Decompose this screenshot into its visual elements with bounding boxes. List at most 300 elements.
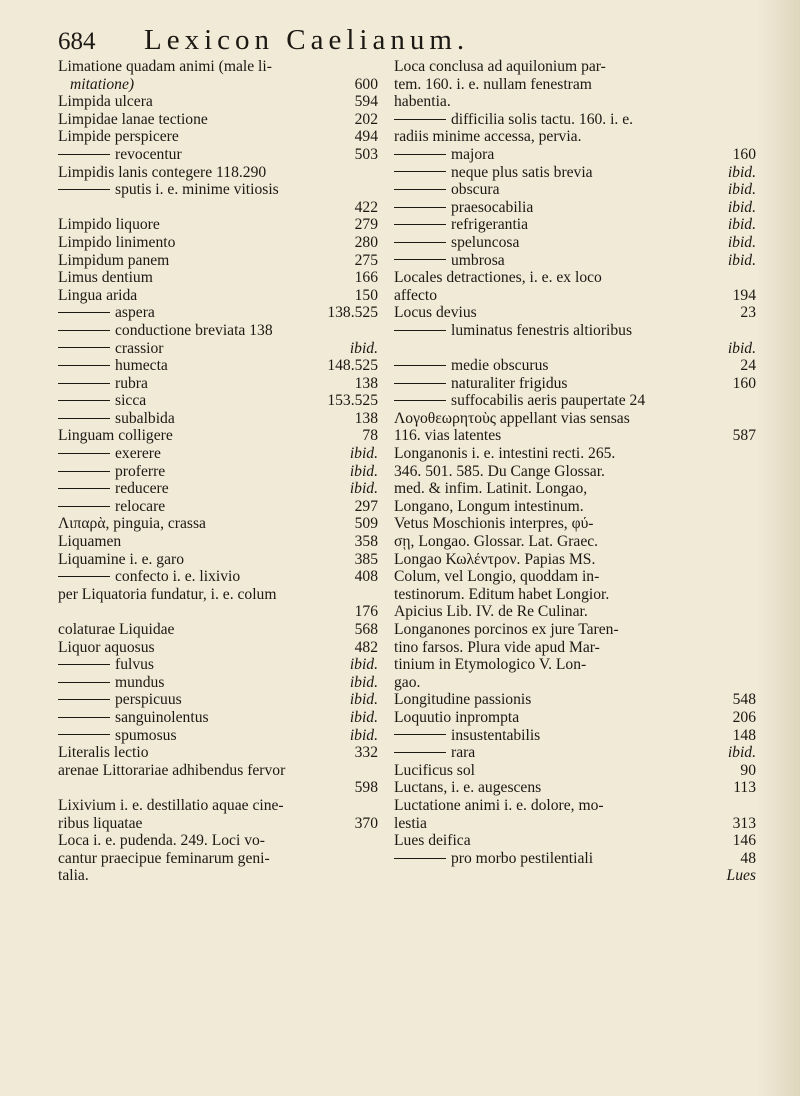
entry-label: exerere bbox=[115, 445, 161, 463]
entry-text bbox=[70, 76, 134, 94]
entry-text bbox=[58, 146, 182, 164]
entry-label: majora bbox=[451, 145, 495, 163]
entry-text bbox=[394, 128, 581, 146]
entry-label: Limatione quadam animi (male li- bbox=[58, 58, 272, 75]
entry-text bbox=[58, 252, 169, 270]
repeat-dash bbox=[394, 207, 446, 208]
repeat-dash bbox=[394, 224, 446, 225]
entry-text bbox=[58, 815, 142, 833]
entry-text bbox=[394, 656, 586, 674]
entry-text bbox=[394, 58, 606, 76]
entry-text bbox=[58, 463, 165, 481]
index-entry bbox=[58, 727, 378, 745]
index-entry bbox=[394, 674, 756, 692]
entry-page-ref: 313 bbox=[732, 814, 756, 832]
index-entry bbox=[58, 639, 378, 657]
index-entry bbox=[394, 797, 756, 815]
entry-label: subalbida bbox=[115, 409, 175, 427]
entry-page-ref: 150 bbox=[354, 286, 378, 304]
entry-text bbox=[58, 392, 146, 410]
index-entry bbox=[58, 621, 378, 639]
entry-label: Longao Κωλέντρον. Papias MS. bbox=[394, 550, 596, 568]
entry-label: suffocabilis aeris paupertate 24 bbox=[451, 392, 646, 410]
index-entry bbox=[58, 797, 378, 815]
index-entry bbox=[394, 410, 756, 428]
entry-label: Lues deifica bbox=[394, 832, 471, 850]
entry-text bbox=[58, 480, 169, 498]
entry-text bbox=[394, 427, 501, 445]
entry-page-ref: 279 bbox=[354, 216, 378, 234]
index-entry bbox=[58, 234, 378, 252]
entry-text bbox=[58, 128, 179, 146]
index-entry bbox=[394, 621, 756, 639]
entry-text bbox=[58, 111, 208, 129]
index-entry bbox=[394, 691, 756, 709]
index-entry bbox=[58, 76, 378, 94]
index-entry bbox=[58, 533, 378, 551]
entry-text bbox=[58, 287, 137, 305]
index-entry bbox=[58, 568, 378, 586]
index-entry bbox=[58, 427, 378, 445]
index-entry bbox=[394, 867, 756, 885]
index-entry bbox=[394, 111, 756, 129]
entry-page-ref: 408 bbox=[354, 568, 378, 586]
entry-text bbox=[58, 410, 175, 428]
index-entry bbox=[394, 656, 756, 674]
entry-page-ref: 600 bbox=[354, 75, 378, 93]
entry-text bbox=[394, 744, 475, 762]
entry-page-ref: 206 bbox=[732, 708, 756, 726]
entry-label: Longano, Longum intestinum. bbox=[394, 497, 584, 515]
entry-text bbox=[394, 568, 599, 586]
entry-label: revocentur bbox=[115, 145, 182, 163]
entry-page-ref: 385 bbox=[354, 550, 378, 568]
entry-page-ref: 509 bbox=[354, 515, 378, 533]
right-column bbox=[394, 58, 756, 885]
entry-page-ref: 138 bbox=[354, 409, 378, 427]
entry-text bbox=[394, 498, 584, 516]
entry-label: per Liquatoria fundatur, i. e. colum bbox=[58, 585, 277, 603]
entry-label: spumosus bbox=[115, 726, 177, 744]
index-entry bbox=[394, 779, 756, 797]
entry-text bbox=[58, 797, 284, 815]
index-entry bbox=[394, 427, 756, 445]
index-entry bbox=[58, 375, 378, 393]
entry-label: 346. 501. 585. Du Cange Glossar. bbox=[394, 462, 605, 480]
entry-page-ref: 202 bbox=[354, 110, 378, 128]
entry-text bbox=[394, 375, 567, 393]
repeat-dash bbox=[58, 312, 110, 313]
entry-text bbox=[58, 639, 155, 657]
entry-page-ref: 138 bbox=[354, 374, 378, 392]
entry-label: pro morbo pestilentiali bbox=[451, 849, 594, 867]
index-entry bbox=[394, 498, 756, 516]
entry-label: speluncosa bbox=[451, 233, 520, 251]
entry-text bbox=[394, 181, 500, 199]
repeat-dash bbox=[58, 717, 110, 718]
index-entry bbox=[394, 586, 756, 604]
index-entry bbox=[58, 586, 378, 604]
entry-text bbox=[394, 269, 602, 287]
left-column bbox=[58, 58, 378, 885]
entry-page-ref: 23 bbox=[740, 304, 756, 322]
repeat-dash bbox=[58, 400, 110, 401]
entry-text bbox=[58, 709, 209, 727]
index-entry bbox=[58, 252, 378, 270]
entry-text bbox=[58, 832, 265, 850]
entry-text bbox=[58, 727, 177, 745]
entry-label: med. & infim. Latinit. Longao, bbox=[394, 480, 588, 498]
index-entry bbox=[394, 709, 756, 727]
index-entry bbox=[394, 146, 756, 164]
entry-label: Loca conclusa ad aquilonium par- bbox=[394, 58, 606, 75]
entry-text bbox=[394, 287, 437, 305]
entry-label: tinium in Etymologico V. Lon- bbox=[394, 656, 587, 674]
entry-page-ref: 370 bbox=[354, 814, 378, 832]
entry-page-ref: 503 bbox=[354, 145, 378, 163]
index-entry bbox=[58, 480, 378, 498]
entry-text bbox=[394, 304, 477, 322]
entry-label: ribus liquatae bbox=[58, 814, 143, 832]
index-entry bbox=[58, 445, 378, 463]
entry-text bbox=[394, 76, 592, 94]
entry-page-ref: 358 bbox=[354, 533, 378, 551]
entry-text bbox=[394, 515, 594, 533]
entry-page-ref: 113 bbox=[733, 779, 756, 797]
entry-label: Vetus Moschionis interpres, φύ- bbox=[394, 515, 594, 533]
entry-text bbox=[394, 709, 519, 727]
index-entry bbox=[58, 463, 378, 481]
entry-label: Loquutio inprompta bbox=[394, 708, 520, 726]
entry-label: fulvus bbox=[115, 656, 154, 674]
entry-text bbox=[394, 832, 471, 850]
index-entry bbox=[58, 709, 378, 727]
entry-text bbox=[58, 533, 121, 551]
entry-label: proferre bbox=[115, 462, 166, 480]
index-entry bbox=[58, 515, 378, 533]
entry-label: sicca bbox=[115, 392, 147, 410]
entry-text bbox=[394, 146, 494, 164]
entry-label: tem. 160. i. e. nullam fenestram bbox=[394, 75, 592, 93]
index-entry bbox=[394, 252, 756, 270]
index-entry bbox=[394, 234, 756, 252]
index-entry bbox=[58, 850, 378, 868]
entry-page-ref: ibid. bbox=[727, 233, 756, 251]
index-entry bbox=[58, 181, 378, 199]
entry-label: Longitudine passionis bbox=[394, 691, 532, 709]
entry-text bbox=[58, 427, 173, 445]
entry-text bbox=[394, 533, 598, 551]
entry-label: neque plus satis brevia bbox=[451, 163, 593, 181]
entry-page-ref: 594 bbox=[354, 93, 378, 111]
page-number: 684 bbox=[58, 28, 96, 55]
entry-page-ref: ibid. bbox=[727, 216, 756, 234]
entry-label: testinorum. Editum habet Longior. bbox=[394, 585, 610, 603]
repeat-dash bbox=[394, 734, 446, 735]
entry-text bbox=[394, 410, 630, 428]
repeat-dash bbox=[58, 682, 110, 683]
entry-label: confecto i. e. lixivio bbox=[115, 568, 241, 586]
index-entry bbox=[58, 656, 378, 674]
entry-text bbox=[58, 515, 206, 533]
entry-text bbox=[394, 199, 533, 217]
index-entry bbox=[394, 568, 756, 586]
repeat-dash bbox=[58, 189, 110, 190]
entry-page-ref: 148 bbox=[732, 726, 756, 744]
index-entry bbox=[394, 216, 756, 234]
entry-text bbox=[394, 621, 619, 639]
index-entry bbox=[58, 832, 378, 850]
index-entry bbox=[58, 304, 378, 322]
entry-page-ref: 598 bbox=[354, 779, 378, 797]
entry-text bbox=[394, 111, 633, 129]
entry-label: Luctatione animi i. e. dolore, mo- bbox=[394, 796, 604, 814]
entry-label: luminatus fenestris altioribus bbox=[451, 321, 633, 339]
entry-label: Liquamen bbox=[58, 533, 122, 551]
entry-label: mundus bbox=[115, 673, 165, 691]
entry-page-ref: ibid. bbox=[727, 744, 756, 762]
entry-label: Limpido linimento bbox=[58, 233, 176, 251]
entry-label: insustentabilis bbox=[451, 726, 541, 744]
entry-text bbox=[394, 252, 505, 270]
index-entry bbox=[394, 304, 756, 322]
entry-label: sanguinolentus bbox=[115, 708, 209, 726]
entry-page-ref: 482 bbox=[354, 638, 378, 656]
entry-label: refrigerantia bbox=[451, 216, 529, 234]
entry-text bbox=[58, 164, 266, 182]
entry-page-ref: ibid. bbox=[349, 691, 378, 709]
entry-page-ref: ibid. bbox=[727, 163, 756, 181]
entry-label: rubra bbox=[115, 374, 148, 392]
index-entry bbox=[58, 498, 378, 516]
index-entry bbox=[394, 164, 756, 182]
entry-label: colaturae Liquidae bbox=[58, 621, 175, 638]
entry-text bbox=[394, 639, 600, 657]
index-entry bbox=[58, 111, 378, 129]
entry-page-ref: ibid. bbox=[727, 251, 756, 269]
entry-text bbox=[58, 621, 174, 639]
entry-label: lestia bbox=[394, 814, 427, 832]
repeat-dash bbox=[58, 418, 110, 419]
entry-page-ref: ibid. bbox=[349, 339, 378, 357]
entry-page-ref: ibid. bbox=[349, 480, 378, 498]
index-entry bbox=[394, 375, 756, 393]
entry-label: sputis i. e. minime vitiosis bbox=[115, 181, 279, 199]
entry-text bbox=[58, 568, 240, 586]
index-entry bbox=[58, 867, 378, 885]
entry-label: perspicuus bbox=[115, 691, 182, 709]
repeat-dash bbox=[394, 752, 446, 753]
index-entry bbox=[394, 480, 756, 498]
index-entry bbox=[394, 58, 756, 76]
index-entry bbox=[58, 603, 378, 621]
entry-label: crassior bbox=[115, 339, 164, 357]
repeat-dash bbox=[394, 330, 446, 331]
index-entry bbox=[58, 762, 378, 780]
entry-text bbox=[394, 322, 632, 340]
entry-page-ref: 275 bbox=[354, 251, 378, 269]
entry-label: reducere bbox=[115, 480, 169, 498]
repeat-dash bbox=[394, 242, 446, 243]
entry-page-ref: 90 bbox=[740, 761, 756, 779]
entry-label: 116. vias latentes bbox=[394, 427, 502, 445]
entry-page-ref: 48 bbox=[740, 849, 756, 867]
entry-label: Limpidum panem bbox=[58, 251, 170, 269]
entry-text bbox=[58, 551, 184, 569]
entry-text bbox=[58, 322, 273, 340]
entry-page-ref: 160 bbox=[732, 145, 756, 163]
entry-text bbox=[58, 93, 153, 111]
entry-page-ref: ibid. bbox=[727, 198, 756, 216]
entry-text bbox=[58, 269, 153, 287]
repeat-dash bbox=[58, 365, 110, 366]
entry-page-ref: 548 bbox=[732, 691, 756, 709]
index-entry bbox=[394, 287, 756, 305]
entry-label: aspera bbox=[115, 304, 155, 322]
index-entry bbox=[394, 128, 756, 146]
entry-text bbox=[394, 603, 588, 621]
entry-label: Literalis lectio bbox=[58, 744, 149, 762]
index-entry bbox=[58, 164, 378, 182]
repeat-dash bbox=[58, 488, 110, 489]
entry-text bbox=[58, 357, 168, 375]
entry-text bbox=[58, 445, 161, 463]
repeat-dash bbox=[58, 471, 110, 472]
entry-page-ref: ibid. bbox=[349, 656, 378, 674]
entry-label: Lixivium i. e. destillatio aquae cine- bbox=[58, 796, 284, 814]
repeat-dash bbox=[394, 383, 446, 384]
entry-text bbox=[58, 304, 155, 322]
entry-text bbox=[58, 586, 276, 604]
index-entry bbox=[394, 850, 756, 868]
entry-text bbox=[394, 850, 593, 868]
repeat-dash bbox=[58, 383, 110, 384]
entry-page-ref: 148.525 bbox=[327, 357, 378, 375]
index-entry bbox=[394, 639, 756, 657]
repeat-dash bbox=[58, 664, 110, 665]
entry-page-ref: 146 bbox=[732, 832, 756, 850]
index-entry bbox=[58, 93, 378, 111]
index-entry bbox=[394, 744, 756, 762]
index-entry bbox=[58, 744, 378, 762]
index-entry bbox=[394, 340, 756, 358]
entry-text bbox=[58, 181, 279, 199]
entry-label: Λογοθεωρητοὺς appellant vias sensas bbox=[394, 409, 630, 427]
entry-page-ref: 494 bbox=[354, 128, 378, 146]
entry-label: talia. bbox=[58, 867, 89, 885]
index-entry bbox=[58, 815, 378, 833]
entry-text bbox=[58, 58, 272, 76]
entry-text bbox=[394, 164, 593, 182]
entry-page-ref: 297 bbox=[354, 497, 378, 515]
index-entry bbox=[58, 691, 378, 709]
entry-page-ref: 332 bbox=[354, 744, 378, 762]
entry-label: Locus devius bbox=[394, 304, 477, 322]
entry-label: Longanonis i. e. intestini recti. 265. bbox=[394, 445, 616, 463]
index-entry bbox=[58, 128, 378, 146]
entry-label: tino farsos. Plura vide apud Mar- bbox=[394, 638, 600, 656]
entry-text bbox=[58, 656, 154, 674]
entry-label: Limpidis lanis contegere 118.290 bbox=[58, 163, 267, 181]
entry-label: humecta bbox=[115, 357, 168, 375]
repeat-dash bbox=[58, 576, 110, 577]
index-entry bbox=[58, 58, 378, 76]
index-entry bbox=[394, 832, 756, 850]
entry-page-ref: ibid. bbox=[349, 726, 378, 744]
entry-page-ref: 280 bbox=[354, 233, 378, 251]
entry-page-ref: ibid. bbox=[349, 445, 378, 463]
index-entry bbox=[394, 392, 756, 410]
entry-text bbox=[394, 779, 541, 797]
repeat-dash bbox=[58, 453, 110, 454]
index-entry bbox=[58, 357, 378, 375]
entry-label: Limpido liquore bbox=[58, 216, 160, 234]
repeat-dash bbox=[394, 259, 446, 260]
entry-text bbox=[58, 762, 285, 780]
entry-label: Longanones porcinos ex jure Taren- bbox=[394, 621, 619, 638]
entry-text bbox=[394, 815, 427, 833]
entry-label: Liquamine i. e. garo bbox=[58, 550, 185, 568]
repeat-dash bbox=[394, 365, 446, 366]
repeat-dash bbox=[58, 330, 110, 331]
index-entry bbox=[394, 322, 756, 340]
entry-text bbox=[58, 340, 164, 358]
entry-page-ref: 422 bbox=[354, 198, 378, 216]
entry-text bbox=[394, 586, 609, 604]
entry-text bbox=[58, 375, 148, 393]
entry-text bbox=[394, 727, 540, 745]
index-entry bbox=[58, 287, 378, 305]
entry-text bbox=[58, 744, 149, 762]
entry-label: difficilia solis tactu. 160. i. e. bbox=[451, 110, 634, 128]
entry-text bbox=[394, 691, 531, 709]
entry-label: Apicius Lib. IV. de Re Culinar. bbox=[394, 603, 588, 621]
index-entry bbox=[58, 674, 378, 692]
repeat-dash bbox=[58, 347, 110, 348]
index-entry bbox=[394, 551, 756, 569]
entry-page-ref: 587 bbox=[732, 427, 756, 445]
entry-label: obscura bbox=[451, 181, 500, 199]
index-entry bbox=[394, 76, 756, 94]
index-entry bbox=[58, 340, 378, 358]
repeat-dash bbox=[394, 189, 446, 190]
entry-label: Limpidae lanae tectione bbox=[58, 110, 208, 128]
entry-page-ref: 153.525 bbox=[327, 392, 378, 410]
index-entry bbox=[394, 515, 756, 533]
entry-label: Limpide perspicere bbox=[58, 128, 179, 146]
entry-label: Lucificus sol bbox=[394, 761, 475, 779]
index-entry bbox=[58, 269, 378, 287]
index-entry bbox=[394, 445, 756, 463]
entry-label: relocare bbox=[115, 497, 166, 515]
index-entry bbox=[394, 93, 756, 111]
entry-label: umbrosa bbox=[451, 251, 505, 269]
index-entry bbox=[58, 551, 378, 569]
index-entry bbox=[58, 216, 378, 234]
entry-label: habentia. bbox=[394, 93, 451, 111]
entry-page-ref: 194 bbox=[732, 286, 756, 304]
repeat-dash bbox=[394, 119, 446, 120]
index-entry bbox=[394, 181, 756, 199]
running-head: Lexicon Caelianum. bbox=[144, 24, 470, 56]
entry-label: affecto bbox=[394, 286, 437, 304]
entry-label: medie obscurus bbox=[451, 357, 549, 375]
entry-text bbox=[394, 216, 528, 234]
entry-page-ref: 78 bbox=[362, 427, 378, 445]
entry-text bbox=[58, 234, 175, 252]
repeat-dash bbox=[394, 858, 446, 859]
entry-text bbox=[58, 867, 89, 885]
